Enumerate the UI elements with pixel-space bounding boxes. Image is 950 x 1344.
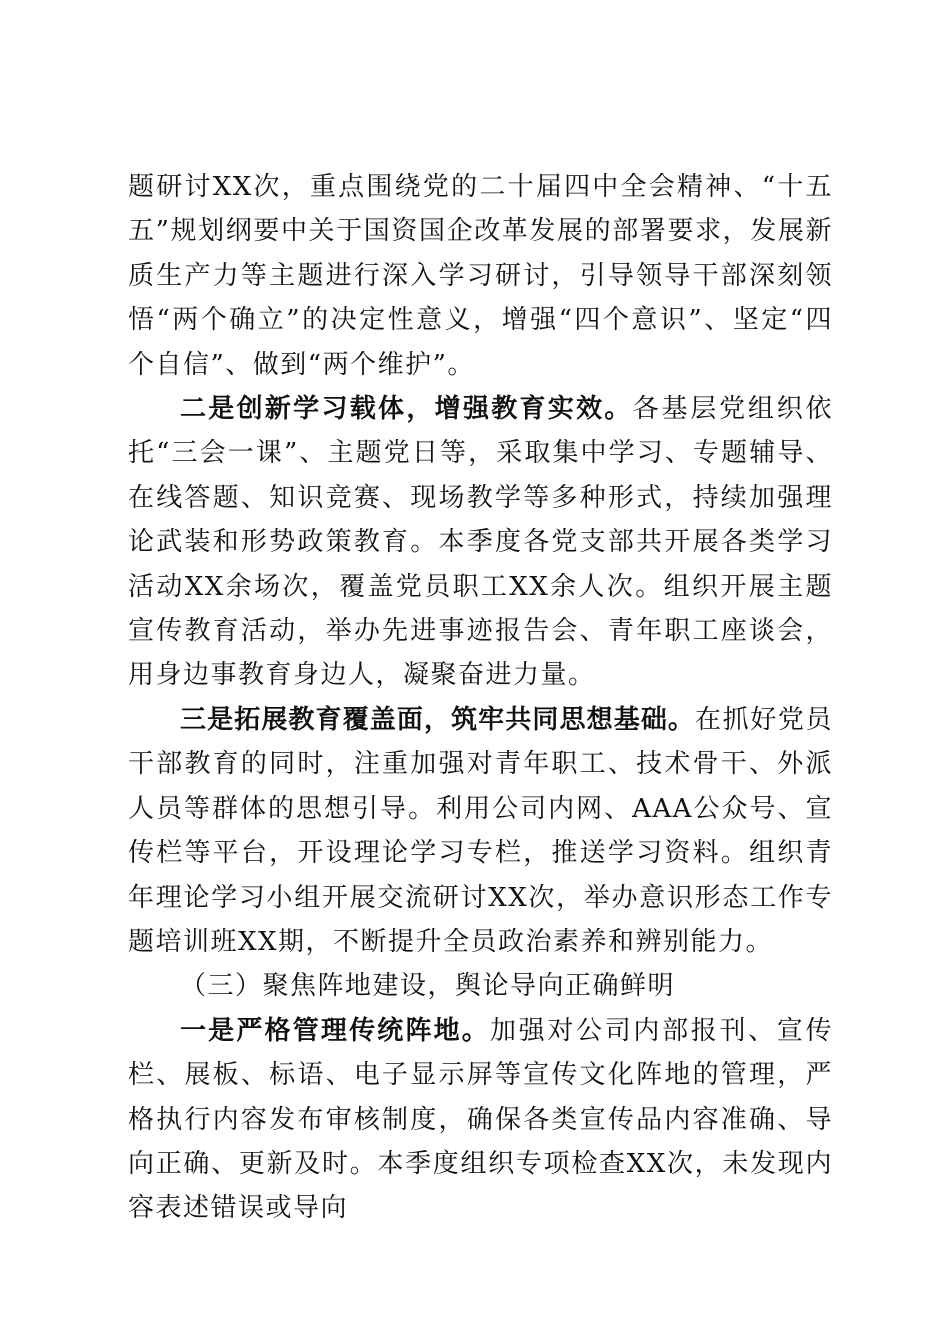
paragraph-lead: 三是拓展教育覆盖面，筑牢共同思想基础。 [180,704,696,735]
paragraph-innovate-learning [128,387,833,698]
paragraph-text: 加强对公司内部报刊、宣传栏、展板、标语、电子显示屏等宣传文化阵地的管理，严格执行内容发布审核制度，确保各类宣传品内容准确、导向正确、更新及时。本季度组织专项检查XX次，未发现内容表述错误或导向 [128,1015,833,1224]
paragraph-manage-positions [128,1009,833,1231]
paragraph-text: 题研讨XX次，重点围绕党的二十届四中全会精神、“十五五”规划纲要中关于国资国企改革发展的部署要求，发展新质生产力等主题进行深入学习研讨，引导领导干部深刻领悟“两个确立”的决定性意义，增强“四个意识”、坚定“四个自信”、做到“两个维护”。 [128,172,833,380]
document-body [128,165,833,1231]
paragraph-lead: 二是创新学习载体，增强教育实效。 [180,394,633,425]
paragraph-lead: 一是严格管理传统阵地。 [180,1015,490,1046]
paragraph-expand-coverage [128,698,833,964]
paragraph-text: 各基层党组织依托“三会一课”、主题党日等，采取集中学习、专题辅导、在线答题、知识竞赛、现场教学等多种形式，持续加强理论武装和形势政策教育。本季度各党支部共开展各类学习活动XX余场次，覆盖党员职工XX余人次。组织开展主题宣传教育活动，举办先进事迹报告会、青年职工座谈会，用身边事教育身边人，凝聚奋进力量。 [128,394,833,691]
paragraph-text: 在抓好党员干部教育的同时，注重加强对青年职工、技术骨干、外派人员等群体的思想引导。利用公司内网、AAA公众号、宣传栏等平台，开设理论学习专栏，推送学习资料。组织青年理论学习小组开展交流研讨XX次，举办意识形态工作专题培训班XX期，不断提升全员政治素养和辨别能力。 [128,704,833,957]
section-heading: （三）聚焦阵地建设，舆论导向正确鲜明 [180,971,676,1002]
paragraph-continuation [128,165,833,387]
